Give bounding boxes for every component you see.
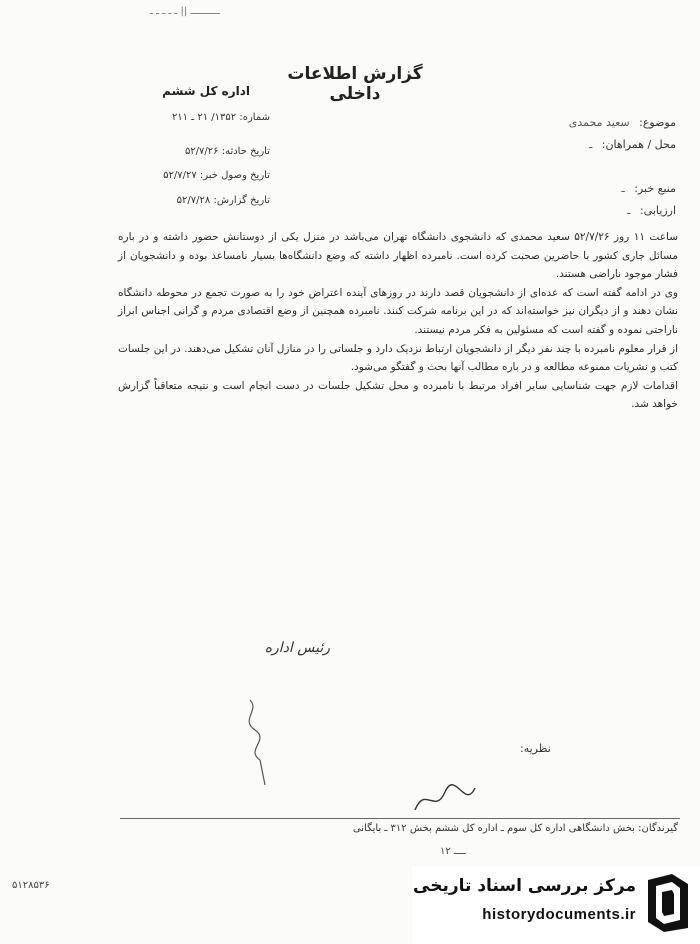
subject-value: سعید محمدی [568, 116, 630, 129]
notes-label: نظریه: [520, 742, 551, 755]
department-label: اداره‌ کل ششم [162, 84, 250, 98]
rating-value: ـ [627, 204, 631, 217]
recipients-sub: ــــ ۱۲ [440, 846, 466, 857]
form-title: گزارش اطلاعات داخلی [287, 64, 423, 104]
body-paragraph: وی در ادامه گفته است که عده‌ای از دانشجویان قصد دارند در روزهای آینده اعتراض خود را به صورت تجمع در محوطه دانشگاه نشان دهند و از دیگران نیز خواسته‌اند که در این برنامه شرکت کنند. نامبرده همچنین از وضع اقتصادی مردم و گرانی اجناس ابراز ناراحتی نموده و گفته است که مسئولین به فکر مردم نیستند. [118, 286, 678, 336]
source-field [380, 182, 676, 195]
incident-date-row [120, 146, 270, 157]
report-date-label: تاریخ گزارش: [213, 195, 270, 206]
source-value: ـ [621, 182, 625, 195]
top-marks: ــــــــــ || ـ ـ ـ ـ ـ [150, 6, 220, 17]
number-row [120, 112, 270, 123]
companions-label: محل / همراهان: [601, 138, 676, 151]
watermark-org-name: مرکز بررسی اسناد تاریخی [413, 876, 636, 896]
companions-value: ـ [589, 138, 593, 151]
rating-label: ارزیابی: [639, 204, 676, 217]
companions-field [380, 138, 676, 151]
received-date-row [120, 170, 270, 181]
recipients: گیرندگان: بخش دانشگاهی اداره‌ کل سوم ـ اداره‌ کل ششم بخش ۳۱۲ ـ بایگانی [352, 823, 678, 834]
watermark [412, 866, 700, 944]
body-paragraph: اقدامات لازم جهت شناسایی سایر افراد مرتبط با نامبرده و محل تشکیل جلسات در دست انجام است و نتیجه متعاقباً گزارش خواهد شد. [118, 379, 678, 411]
incident-date-value: ۵۲/۷/۲۶ [184, 146, 219, 157]
source-label: منبع خبر: [634, 182, 676, 195]
body-paragraph: از قرار معلوم نامبرده با چند نفر دیگر از دانشجویان ارتباط نزدیک دارد و جلساتی را در منازل آنان تشکیل می‌دهند. در این جلسات کتب و نشریات ممنوعه مطالعه و در باره مطالب آنها بحث و گفتگو می‌شود. [118, 342, 678, 374]
initials-scribble [410, 780, 480, 820]
archive-logo-icon [642, 872, 694, 934]
document-number: ۵۱۲۸۵۳۶ [12, 880, 50, 891]
number-label: شماره: [239, 112, 270, 123]
received-date-label: تاریخ وصول خبر: [199, 170, 270, 181]
subject-label: موضوع: [639, 116, 676, 129]
incident-date-label: تاریخ حادثه: [221, 146, 270, 157]
rating-field [380, 204, 676, 217]
handwritten-signature: رئیس اداره [264, 640, 330, 656]
body-paragraph: ساعت ۱۱ روز ۵۲/۷/۲۶ سعید محمدی که دانشجوی دانشگاه تهران می‌باشد در منزل یکی از دوستانش حضور داشته و در باره مسائل جاری کشور با حاضرین صحبت کرده است. نامبرده اظهار داشته که وضع دانشگاه‌ها بسیار نامساعد بوده و دانشجویان از فشار موجود ناراضی هستند. [118, 231, 678, 281]
signature-scribble [230, 690, 290, 790]
watermark-site: historydocuments.ir [482, 906, 636, 923]
report-date-row [120, 195, 270, 206]
subject-field [380, 116, 676, 129]
report-date-value: ۵۲/۷/۲۸ [176, 195, 211, 206]
report-body [118, 228, 678, 414]
footer-divider [120, 818, 680, 819]
number-value: ۱۳۵۲/ ۲۱ ـ ۲۱۱ [171, 112, 237, 123]
received-date-value: ۵۲/۷/۲۷ [163, 170, 197, 181]
